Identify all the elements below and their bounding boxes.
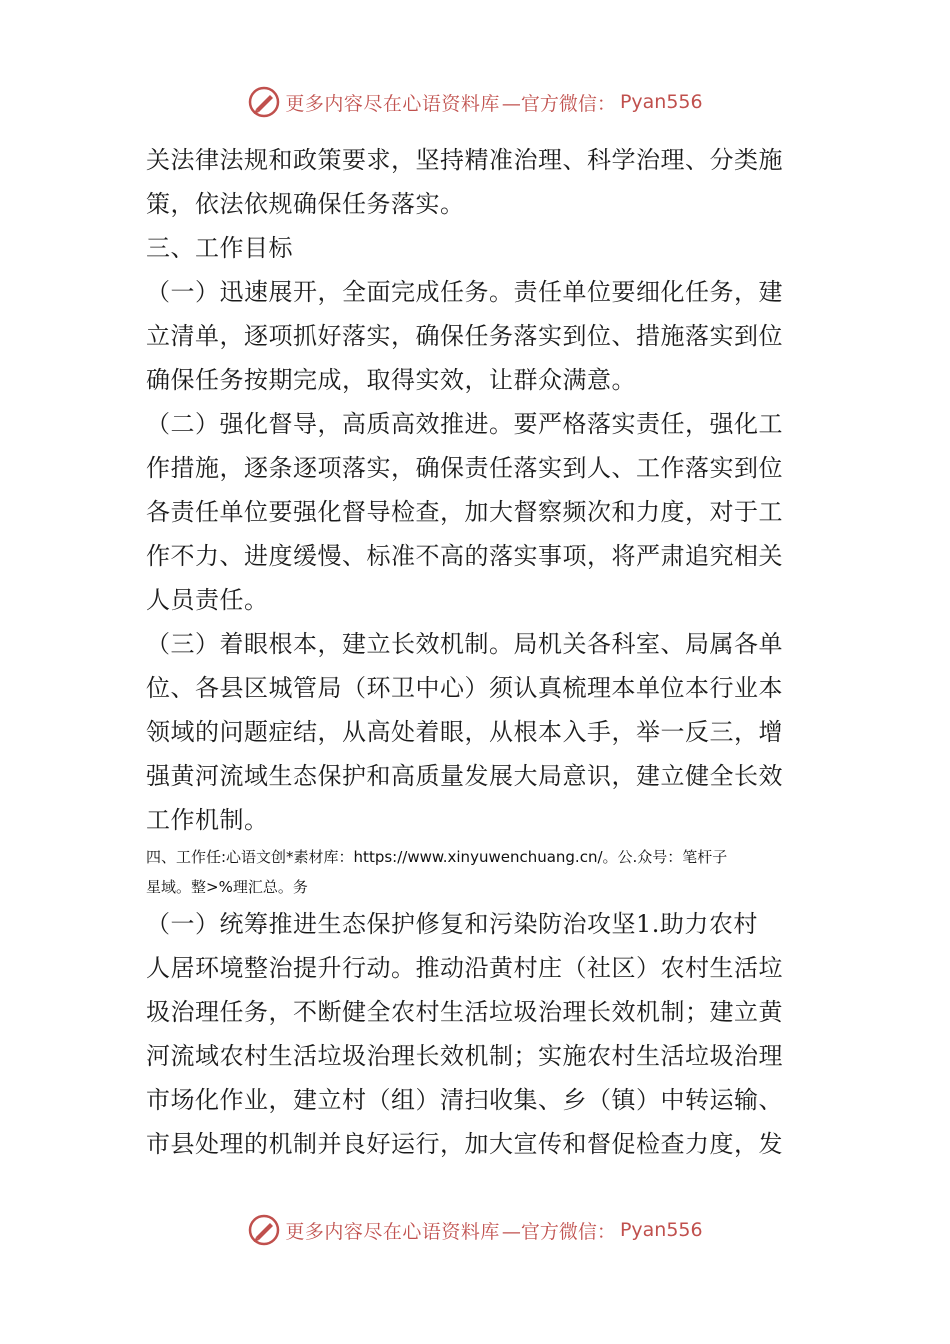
body-line: （一）统筹推进生态保护修复和污染防治攻坚1.助力农村 [146, 910, 758, 938]
footer-watermark-banner [0, 1210, 950, 1250]
body-line: 工作机制。 [146, 806, 269, 834]
body-line: 人居环境整治提升行动。推动沿黄村庄（社区）农村生活垃 [146, 954, 783, 982]
banner-brand-text: 更多内容尽在心语资料库 [285, 1220, 500, 1243]
body-line: 领域的问题症结，从高处着眼，从根本入手，举一反三，增 [146, 718, 783, 746]
section-heading-small: 四、工作任:心语文创*素材库：https://www.xinyuwenchuang.cn/。公.众号：笔杆子 [146, 848, 728, 866]
banner-dash-text: —官方微信： [501, 92, 616, 115]
body-line: 河流域农村生活垃圾治理长效机制；实施农村生活垃圾治理 [146, 1042, 783, 1070]
section-heading-small: 星域。整>%理汇总。务 [146, 878, 308, 896]
body-line: （一）迅速展开，全面完成任务。责任单位要细化任务，建 [146, 278, 783, 306]
pen-logo-icon [247, 85, 281, 119]
body-line: 作不力、进度缓慢、标准不高的落实事项，将严肃追究相关 [146, 542, 783, 570]
body-line: 人员责任。 [146, 586, 269, 614]
body-line: 市县处理的机制并良好运行，加大宣传和督促检查力度，发 [146, 1130, 783, 1158]
body-line: 各责任单位要强化督导检查，加大督察频次和力度，对于工 [146, 498, 783, 526]
body-line: 市场化作业，建立村（组）清扫收集、乡（镇）中转运输、 [146, 1086, 783, 1114]
body-line: 位、各县区城管局（环卫中心）须认真梳理本单位本行业本 [146, 674, 783, 702]
banner-wechat-id: Pyan556 [619, 91, 703, 113]
header-watermark-banner [0, 82, 950, 122]
body-line: （二）强化督导，高质高效推进。要严格落实责任，强化工 [146, 410, 783, 438]
body-line: 作措施，逐条逐项落实，确保责任落实到人、工作落实到位 [146, 454, 783, 482]
body-line: 立清单，逐项抓好落实，确保任务落实到位、措施落实到位 [146, 322, 783, 350]
pen-logo-icon [247, 1213, 281, 1247]
body-line: 策，依法依规确保任务落实。 [146, 190, 465, 218]
banner-wechat-id: Pyan556 [619, 1219, 703, 1241]
banner-dash-text: —官方微信： [501, 1220, 616, 1243]
body-line: 圾治理任务，不断健全农村生活垃圾治理长效机制；建立黄 [146, 998, 783, 1026]
body-line: 确保任务按期完成，取得实效，让群众满意。 [146, 366, 636, 394]
body-line: 关法律法规和政策要求，坚持精准治理、科学治理、分类施 [146, 146, 783, 174]
body-line: 强黄河流域生态保护和高质量发展大局意识，建立健全长效 [146, 762, 783, 790]
section-heading: 三、工作目标 [146, 234, 293, 262]
document-body [146, 138, 816, 1166]
banner-brand-text: 更多内容尽在心语资料库 [285, 92, 500, 115]
body-line: （三）着眼根本，建立长效机制。局机关各科室、局属各单 [146, 630, 783, 658]
